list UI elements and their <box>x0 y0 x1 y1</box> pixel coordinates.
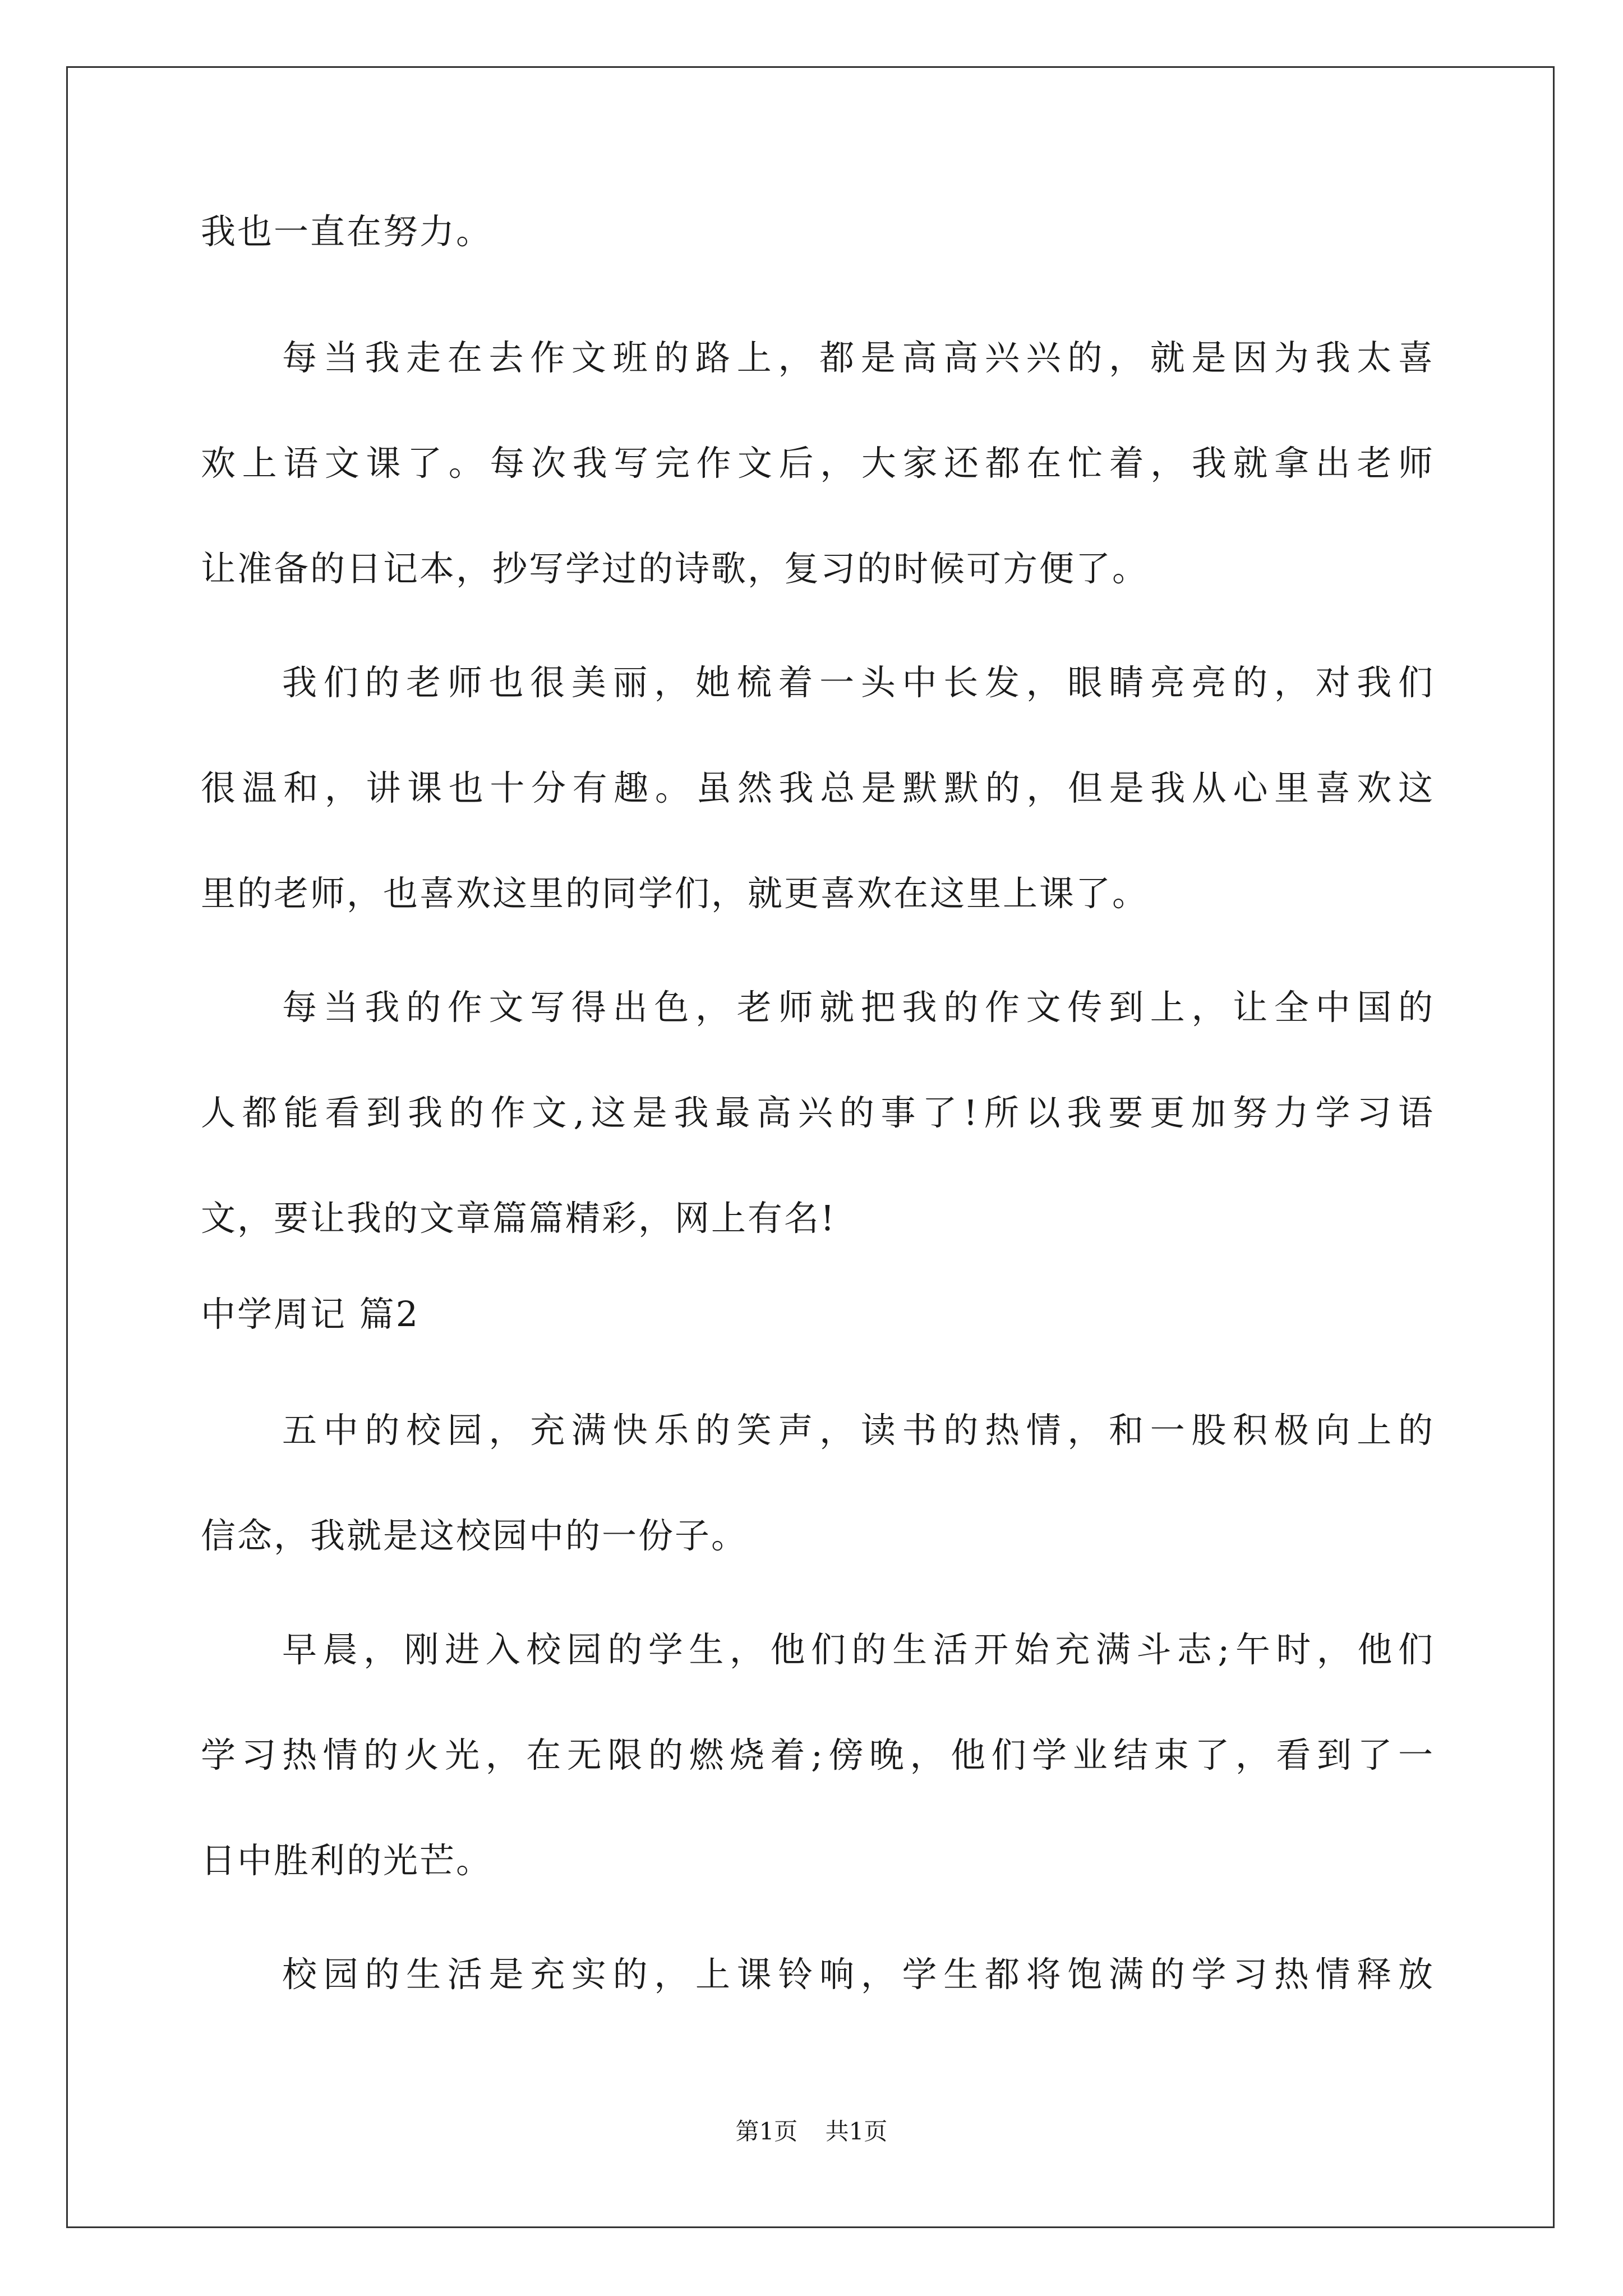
text-line: 欢上语文课了。每次我写完作文后，大家还都在忙着，我就拿出老师 <box>201 443 1435 484</box>
text-line: 里的老师，也喜欢这里的同学们，就更喜欢在这里上课了。 <box>201 873 1149 914</box>
text-line: 信念，我就是这校园中的一份子。 <box>201 1515 748 1556</box>
page-total: 共1页 <box>825 2118 888 2145</box>
text-line: 我们的老师也很美丽，她梳着一头中长发，眼睛亮亮的，对我们 <box>282 662 1435 703</box>
text-line: 学习热情的火光，在无限的燃烧着;傍晚，他们学业结束了，看到了一 <box>201 1734 1435 1775</box>
text-line: 我也一直在努力。 <box>201 211 493 252</box>
text-line: 校园的生活是充实的，上课铃响，学生都将饱满的学习热情释放 <box>282 1954 1435 1995</box>
text-line: 文，要让我的文章篇篇精彩，网上有名! <box>201 1198 836 1239</box>
text-line: 让准备的日记本，抄写学过的诗歌，复习的时候可方便了。 <box>201 548 1149 589</box>
text-line: 早晨，刚进入校园的学生，他们的生活开始充满斗志;午时，他们 <box>282 1629 1435 1670</box>
page-border <box>66 66 1555 2228</box>
page-footer <box>0 2115 1623 2148</box>
text-line: 日中胜利的光芒。 <box>201 1840 493 1881</box>
text-line: 每当我走在去作文班的路上，都是高高兴兴的，就是因为我太喜 <box>282 337 1435 378</box>
text-line: 人都能看到我的作文,这是我最高兴的事了!所以我要更加努力学习语 <box>201 1092 1435 1133</box>
text-line: 五中的校园，充满快乐的笑声，读书的热情，和一股积极向上的 <box>282 1410 1435 1451</box>
page-number: 第1页 <box>735 2118 798 2145</box>
section-heading: 中学周记 篇2 <box>201 1294 420 1335</box>
text-line: 每当我的作文写得出色，老师就把我的作文传到上，让全中国的 <box>282 987 1435 1028</box>
text-line: 很温和，讲课也十分有趣。虽然我总是默默的，但是我从心里喜欢这 <box>201 767 1435 808</box>
